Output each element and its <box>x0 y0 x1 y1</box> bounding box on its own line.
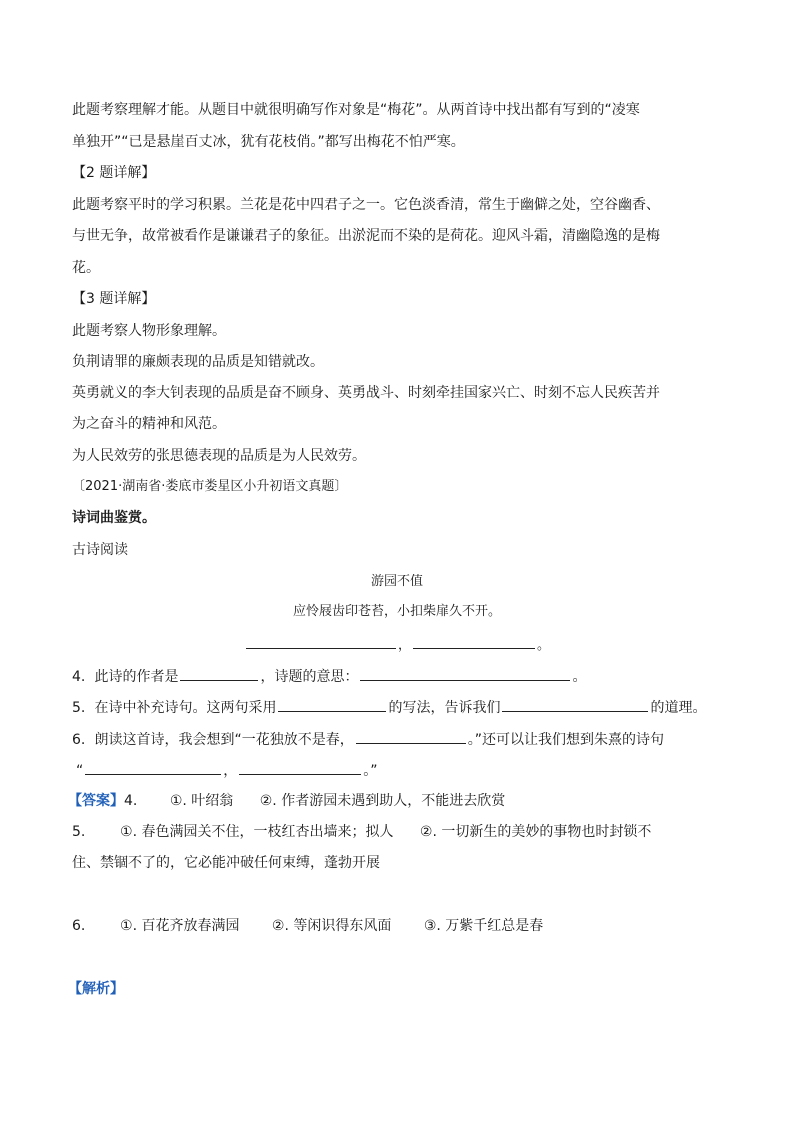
q5-reason-blank[interactable] <box>502 696 648 712</box>
poem-period: 。 <box>537 638 551 653</box>
q5-text-a: 在诗中补充诗句。这两句采用 <box>94 700 277 716</box>
source-citation: 〔2021·湖南省·娄底市娄星区小升初语文真题〕 <box>72 479 348 494</box>
q4-text-c: 。 <box>572 669 587 685</box>
a5-text-2: . 一切新生的美妙的事物也时封锁不 <box>432 824 652 840</box>
q3-line3: 英勇就义的李大钊表现的品质是奋不顾身、英勇战斗、时刻牵挂国家兴亡、时刻不忘人民疾苦并 <box>72 385 660 401</box>
explain1-line2: 单独开”“已是悬崖百丈冰，犹有花枝俏。”都写出梅花不怕严寒。 <box>72 134 465 150</box>
q2-header: 【2 题详解】 <box>72 165 156 181</box>
a6-text-2: . 等闲识得东风面 <box>284 918 392 934</box>
explain1-line1: 此题考察理解才能。从题目中就很明确写作对象是“梅花”。从两首诗中找出都有写到的“凌寒 <box>72 102 640 118</box>
q6-close: 。” <box>363 763 378 779</box>
question-6 <box>72 728 664 750</box>
q5-method-blank[interactable] <box>278 696 386 712</box>
analysis-label: 【解析】 <box>68 981 124 997</box>
poem-blank-line <box>0 633 794 656</box>
poem-blank-2[interactable] <box>413 633 535 649</box>
q6-comma: ， <box>223 763 238 779</box>
q4-text-a: 此诗的作者是 <box>94 669 179 685</box>
a5-text-1: . 春色满园关不住，一枝红杏出墙来；拟人 <box>132 824 394 840</box>
q4-text-b: ，诗题的意思： <box>260 669 359 685</box>
a4-text-1: . 叶绍翁 <box>182 793 234 809</box>
q2-line3: 花。 <box>72 260 100 276</box>
a4-circle-1: ① <box>169 793 183 809</box>
question-6-line2 <box>76 759 378 781</box>
q3-line4: 为之奋斗的精神和风范。 <box>72 416 226 432</box>
q5-text-c: 的道理。 <box>650 700 707 716</box>
a6-circle-2: ② <box>271 918 285 934</box>
subsection-title: 古诗阅读 <box>72 542 128 558</box>
a5-number: 5. <box>72 824 86 840</box>
answer-5 <box>72 822 651 842</box>
poem-blank-1[interactable] <box>246 633 396 649</box>
q3-line1: 此题考察人物形象理解。 <box>72 323 226 339</box>
q4-meaning-blank[interactable] <box>360 665 570 681</box>
q6-open-quote: “ <box>76 763 84 779</box>
a6-text-1: . 百花齐放春满园 <box>132 918 240 934</box>
answer-label: 【答案】 <box>68 793 124 809</box>
q5-text-b: 的写法，告诉我们 <box>388 700 501 716</box>
poem-title: 游园不值 <box>370 574 423 589</box>
answer-5-line2: 住、禁锢不了的，它必能冲破任何束缚，蓬勃开展 <box>72 855 380 871</box>
question-5 <box>72 696 706 718</box>
section-title: 诗词曲鉴赏。 <box>72 510 156 526</box>
q6-verse-blank[interactable] <box>356 728 466 744</box>
answer-6 <box>72 916 543 936</box>
q3-line5: 为人民效劳的张思德表现的品质是为人民效劳。 <box>72 448 366 464</box>
q6-text-a: 朗读这首诗，我会想到“一花独放不是春， <box>94 732 354 748</box>
a5-circle-2: ② <box>419 824 433 840</box>
q6-text-b: 。”还可以让我们想到朱熹的诗句 <box>467 732 664 748</box>
answer-4 <box>68 791 505 811</box>
poem-line1: 应怜屐齿印苍苔，小扣柴扉久不开。 <box>292 604 501 619</box>
q3-header: 【3 题详解】 <box>72 291 156 307</box>
q3-line2: 负荆请罪的廉颇表现的品质是知错就改。 <box>72 354 324 370</box>
a4-text-2: . 作者游园未遇到助人，不能进去欣赏 <box>272 793 506 809</box>
a4-circle-2: ② <box>259 793 273 809</box>
a6-circle-1: ① <box>120 918 133 934</box>
a6-number: 6. <box>72 918 86 934</box>
poem-comma: ， <box>397 638 411 653</box>
q4-number: 4. <box>72 669 86 685</box>
a6-circle-3: ③ <box>423 918 437 934</box>
question-4 <box>72 665 586 687</box>
q6-zhuxi-blank-2[interactable] <box>239 759 361 775</box>
a6-text-3: . 万紫千红总是春 <box>436 918 544 934</box>
q6-zhuxi-blank-1[interactable] <box>85 759 221 775</box>
a5-circle-1: ① <box>120 824 133 840</box>
a4-number: 4. <box>124 793 138 809</box>
q2-line2: 与世无争，故常被看作是谦谦君子的象征。出淤泥而不染的是荷花。迎风斗霜，清幽隐逸的是梅 <box>72 228 660 244</box>
q2-line1: 此题考察平时的学习积累。兰花是花中四君子之一。它色淡香清，常生于幽僻之处，空谷幽香、 <box>72 197 660 213</box>
q4-author-blank[interactable] <box>180 665 258 681</box>
q5-number: 5. <box>72 700 86 716</box>
q6-number: 6. <box>72 732 86 748</box>
